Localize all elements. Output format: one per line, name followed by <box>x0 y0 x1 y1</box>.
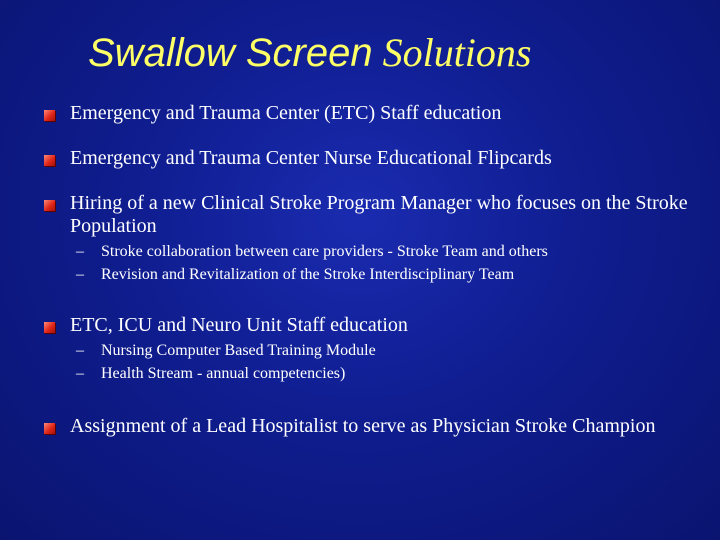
sub-bullet-list <box>70 339 694 385</box>
square-bullet-icon <box>44 200 55 211</box>
sub-bullet-text: Stroke collaboration between care providers - Stroke Team and others <box>101 243 548 260</box>
dash-icon: – <box>76 342 84 359</box>
sub-bullet-item <box>70 362 694 385</box>
slide-title <box>88 28 531 78</box>
sub-bullet-item <box>70 263 694 286</box>
bullet-list <box>44 102 694 460</box>
bullet-item <box>44 192 694 286</box>
bullet-text: Assignment of a Lead Hospitalist to serve as Physician Stroke Champion <box>70 415 656 437</box>
bullet-text: Emergency and Trauma Center (ETC) Staff education <box>70 102 502 124</box>
bullet-item <box>44 147 694 170</box>
sub-bullet-text: Health Stream - annual competencies) <box>101 365 346 382</box>
dash-icon: – <box>76 243 84 260</box>
bullet-text: Emergency and Trauma Center Nurse Educational Flipcards <box>70 147 552 169</box>
sub-bullet-item <box>70 240 694 263</box>
square-bullet-icon <box>44 423 55 434</box>
square-bullet-icon <box>44 155 55 166</box>
bullet-item <box>44 102 694 125</box>
sub-bullet-item <box>70 339 694 362</box>
sub-bullet-text: Nursing Computer Based Training Module <box>101 342 376 359</box>
sub-bullet-text: Revision and Revitalization of the Stroke Interdisciplinary Team <box>101 266 515 283</box>
title-part-1: Swallow Screen <box>88 31 373 75</box>
bullet-item <box>44 314 694 385</box>
dash-icon: – <box>76 266 84 283</box>
bullet-text: ETC, ICU and Neuro Unit Staff education <box>70 314 408 336</box>
title-part-2: Solutions <box>382 30 532 75</box>
dash-icon: – <box>76 365 84 382</box>
square-bullet-icon <box>44 110 55 121</box>
square-bullet-icon <box>44 322 55 333</box>
bullet-text: Hiring of a new Clinical Stroke Program Manager who focuses on the Stroke Population <box>70 192 688 237</box>
sub-bullet-list <box>70 240 694 286</box>
bullet-item <box>44 415 694 438</box>
